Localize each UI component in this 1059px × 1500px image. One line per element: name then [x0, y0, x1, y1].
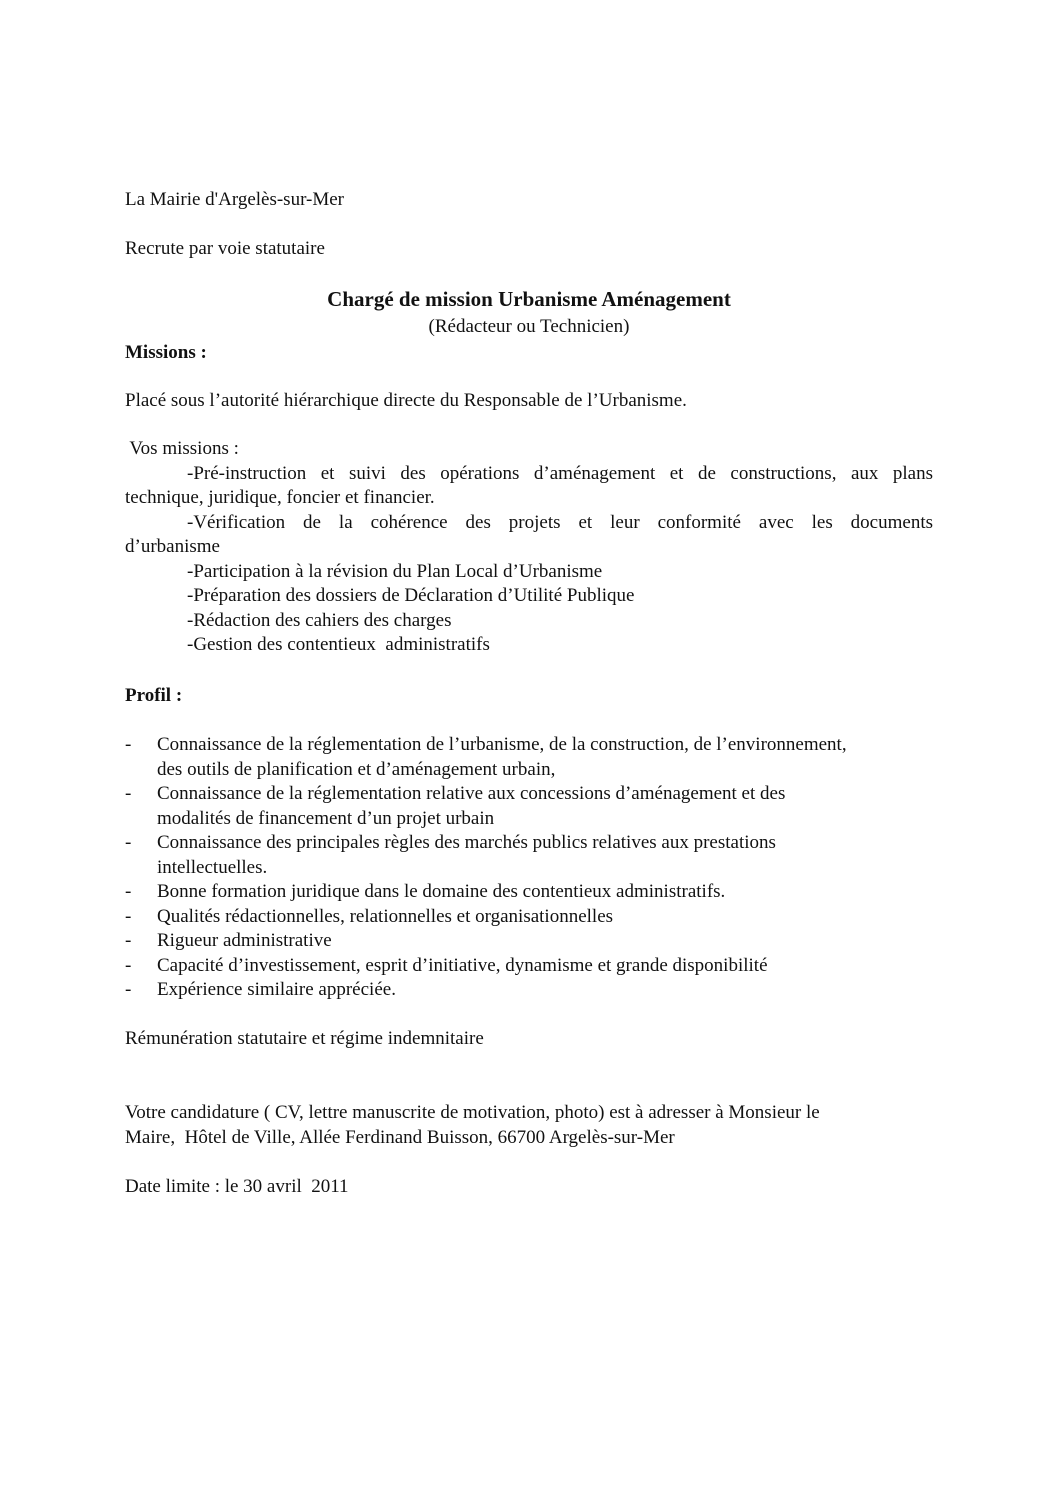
list-item: [125, 905, 945, 930]
bullet-dash: -: [125, 783, 132, 804]
profil-item-line: Capacité d’investissement, esprit d’initiative, dynamisme et grande disponibilité: [157, 954, 768, 976]
missions-list: [125, 437, 933, 658]
bullet-dash: -: [125, 954, 132, 976]
profil-item-line: Bonne formation juridique dans le domaine des contentieux administratifs.: [157, 881, 726, 902]
profil-item-line: Connaissance de la réglementation relative aux concessions d’aménagement et des: [157, 783, 786, 804]
mission-item-line: -Participation à la révision du Plan Local d’Urbanisme: [187, 560, 603, 582]
missions-list-label: Vos missions :: [125, 438, 239, 459]
profil-item-line: Qualités rédactionnelles, relationnelles et organisationnelles: [157, 905, 614, 927]
profil-item-line: Connaissance des principales règles des marchés publics relatives aux prestations: [157, 832, 776, 853]
list-item: [125, 831, 945, 880]
mission-item-line: technique, juridique, foncier et financier.: [125, 487, 435, 508]
deadline-text: Date limite : le 30 avril 2011: [125, 1176, 349, 1197]
job-subtitle: (Rédacteur ou Technicien): [428, 316, 630, 337]
profil-item-line: Rigueur administrative: [157, 930, 332, 951]
profil-item-line: intellectuelles.: [157, 856, 268, 878]
mission-item-line: -Préparation des dossiers de Déclaration d’Utilité Publique: [187, 585, 635, 606]
bullet-dash: -: [125, 832, 132, 853]
organization-name: La Mairie d'Argelès-sur-Mer: [125, 189, 345, 210]
profil-list: [125, 733, 945, 1003]
list-item: [125, 782, 945, 831]
list-item: [125, 880, 945, 905]
candidature-line-1: Votre candidature ( CV, lettre manuscrite de motivation, photo) est à adresser à Monsieur le: [125, 1102, 820, 1123]
profil-item-line: Connaissance de la réglementation de l’urbanisme, de la construction, de l’environnement,: [157, 734, 847, 755]
profil-item-line: Expérience similaire appréciée.: [157, 979, 396, 1000]
missions-intro: Placé sous l’autorité hiérarchique directe du Responsable de l’Urbanisme.: [125, 390, 687, 411]
recruitment-mode: Recrute par voie statutaire: [125, 238, 325, 259]
profil-item-line: des outils de planification et d’aménagement urbain,: [157, 758, 556, 780]
mission-item-line: -Vérification de la cohérence des projets et leur conformité avec les documents: [187, 511, 933, 533]
list-item: [125, 954, 945, 979]
candidature-line-2: Maire, Hôtel de Ville, Allée Ferdinand Buisson, 66700 Argelès-sur-Mer: [125, 1127, 675, 1148]
bullet-dash: -: [125, 905, 132, 927]
bullet-dash: -: [125, 979, 132, 1000]
mission-item-line: -Rédaction des cahiers des charges: [187, 609, 452, 631]
profil-item-line: modalités de financement d’un projet urbain: [157, 807, 495, 829]
mission-item-line: d’urbanisme: [125, 536, 220, 557]
bullet-dash: -: [125, 930, 132, 951]
remuneration-text: Rémunération statutaire et régime indemnitaire: [125, 1028, 484, 1049]
bullet-dash: -: [125, 734, 132, 755]
list-item: [125, 978, 945, 1003]
bullet-dash: -: [125, 881, 132, 902]
list-item: [125, 929, 945, 954]
profil-heading: Profil :: [125, 685, 183, 706]
list-item: [125, 733, 945, 782]
missions-heading: Missions :: [125, 342, 207, 363]
mission-item-line: -Pré-instruction et suivi des opérations d’aménagement et de constructions, aux plans: [187, 462, 933, 484]
job-title: Chargé de mission Urbanisme Aménagement: [327, 287, 731, 311]
mission-item-line: -Gestion des contentieux administratifs: [187, 634, 490, 655]
